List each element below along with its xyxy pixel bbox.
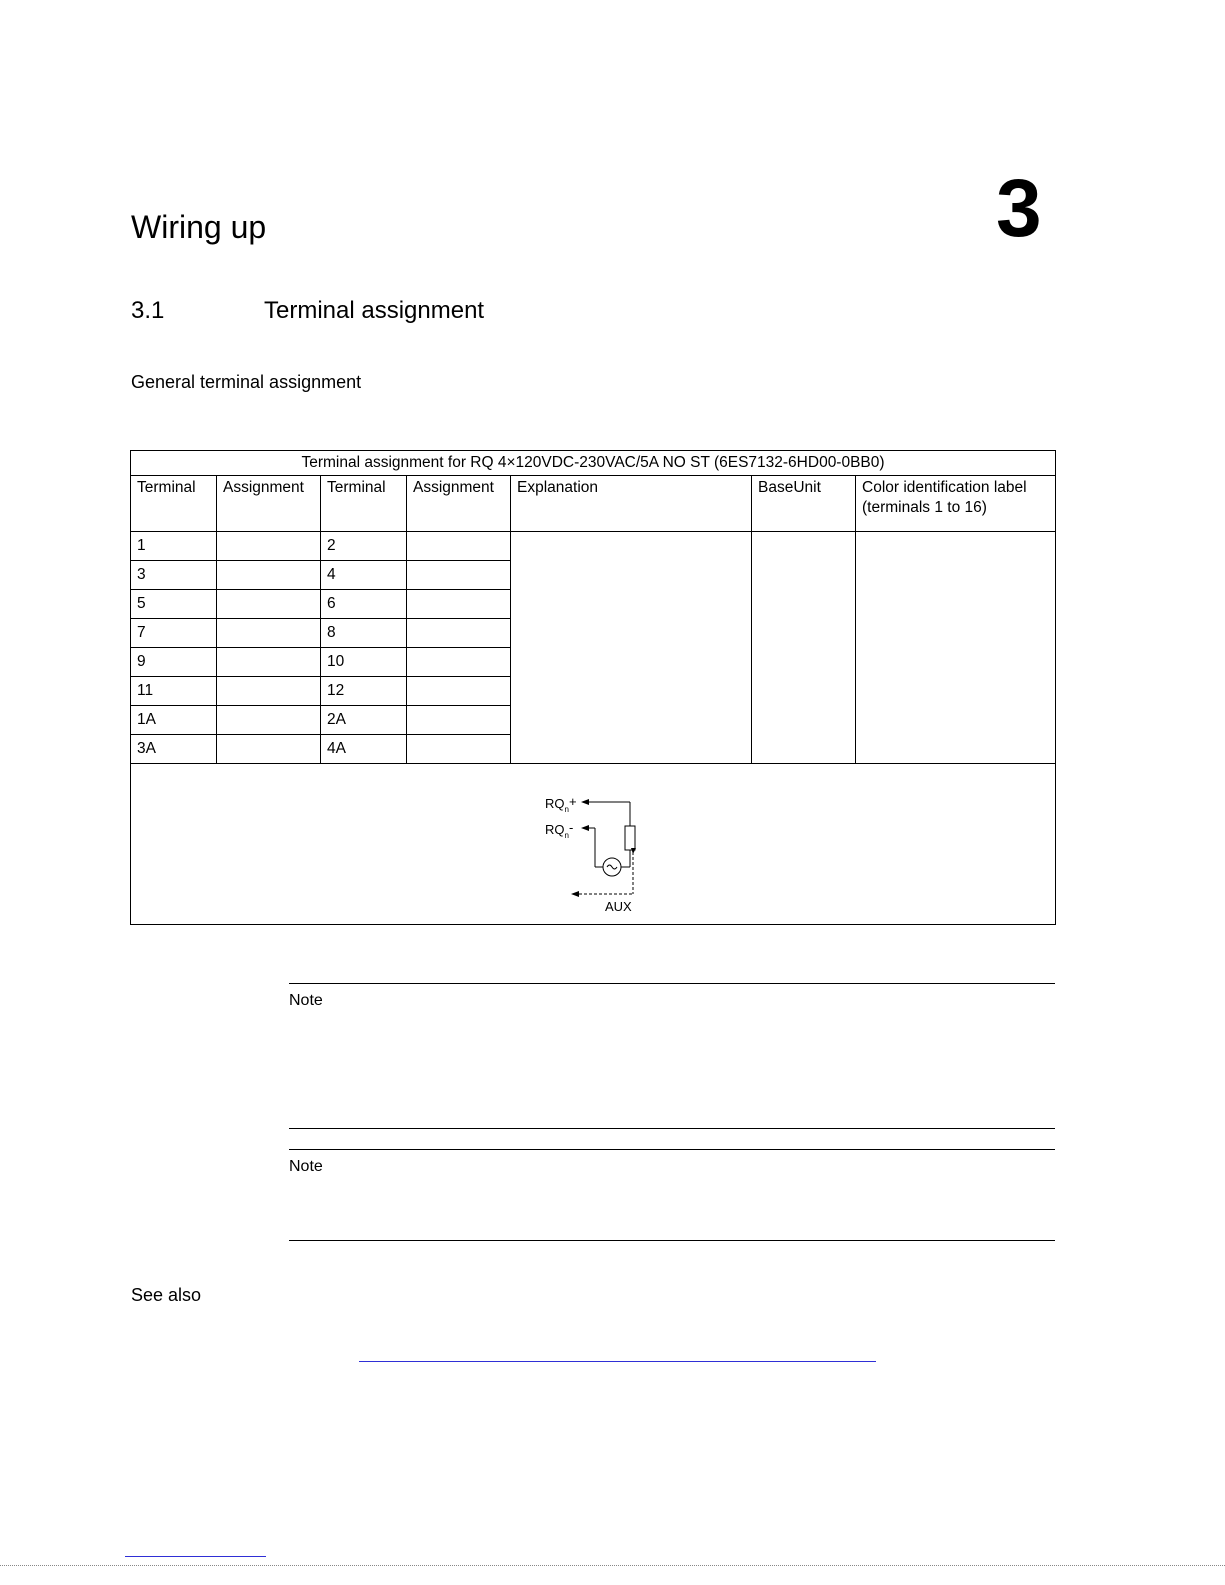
color-label-cell: [856, 532, 1056, 764]
assignment-cell: [407, 648, 511, 677]
header-terminal: Terminal: [131, 476, 217, 532]
see-also-heading: See also: [131, 1285, 202, 1305]
note-label: Note: [289, 1158, 323, 1175]
circuit-diagram-cell: [131, 764, 1056, 925]
section-number: 3.1: [131, 297, 165, 324]
assignment-cell: [217, 706, 321, 735]
assignment-cell: [217, 677, 321, 706]
footer-link[interactable]: [125, 1556, 266, 1557]
relay-circuit-diagram: [137, 766, 1048, 916]
note-rule-top: [289, 1149, 1055, 1150]
arrowheads: [571, 799, 636, 897]
chapter-title: Wiring up: [131, 209, 267, 245]
terminal-cell: 10: [321, 648, 407, 677]
assignment-cell: [217, 590, 321, 619]
terminal-cell: 2A: [321, 706, 407, 735]
table-caption: Terminal assignment for RQ 4×120VDC-230VAC/5A NO ST (6ES7132-6HD00-0BB0): [131, 451, 1056, 476]
terminal-cell: 7: [131, 619, 217, 648]
header-color-label: Color identification label (terminals 1 to 16): [856, 476, 1056, 532]
assignment-cell: [217, 735, 321, 764]
terminal-cell: 12: [321, 677, 407, 706]
header-assignment: Assignment: [217, 476, 321, 532]
terminal-cell: 4A: [321, 735, 407, 764]
terminal-cell: 1: [131, 532, 217, 561]
terminal-assignment-table: [130, 450, 1056, 925]
explanation-cell: [511, 532, 752, 764]
aux-label: AUX: [605, 899, 632, 915]
terminal-cell: 3A: [131, 735, 217, 764]
assignment-cell: [407, 532, 511, 561]
terminal-cell: 4: [321, 561, 407, 590]
circuit-wires: [579, 802, 635, 894]
table-row: [131, 532, 1056, 561]
header-assignment: Assignment: [407, 476, 511, 532]
assignment-cell: [407, 677, 511, 706]
assignment-cell: [217, 532, 321, 561]
terminal-cell: 6: [321, 590, 407, 619]
terminal-cell: 9: [131, 648, 217, 677]
assignment-cell: [217, 619, 321, 648]
terminal-cell: 1A: [131, 706, 217, 735]
assignment-cell: [407, 561, 511, 590]
header-terminal: Terminal: [321, 476, 407, 532]
note-rule-top: [289, 983, 1055, 984]
assignment-cell: [407, 590, 511, 619]
assignment-cell: [407, 706, 511, 735]
subheading: General terminal assignment: [131, 372, 362, 392]
note-label: Note: [289, 992, 323, 1009]
baseunit-cell: [752, 532, 856, 764]
terminal-cell: 8: [321, 619, 407, 648]
assignment-cell: [217, 648, 321, 677]
section-title: Terminal assignment: [264, 297, 485, 324]
assignment-cell: [407, 619, 511, 648]
header-baseunit: BaseUnit: [752, 476, 856, 532]
rq-minus-label: $RQ_n-$: [545, 820, 574, 841]
chapter-number: 3: [996, 163, 1042, 254]
terminal-cell: 5: [131, 590, 217, 619]
see-also-link[interactable]: [359, 1361, 876, 1362]
rq-plus-label: $RQ_n+$: [545, 794, 577, 815]
assignment-cell: [407, 735, 511, 764]
note-rule-bottom: [289, 1128, 1055, 1129]
terminal-cell: 2: [321, 532, 407, 561]
terminal-cell: 11: [131, 677, 217, 706]
note-rule-bottom: [289, 1240, 1055, 1241]
footer-divider: [0, 1565, 1225, 1566]
terminal-cell: 3: [131, 561, 217, 590]
header-explanation: Explanation: [511, 476, 752, 532]
assignment-cell: [217, 561, 321, 590]
